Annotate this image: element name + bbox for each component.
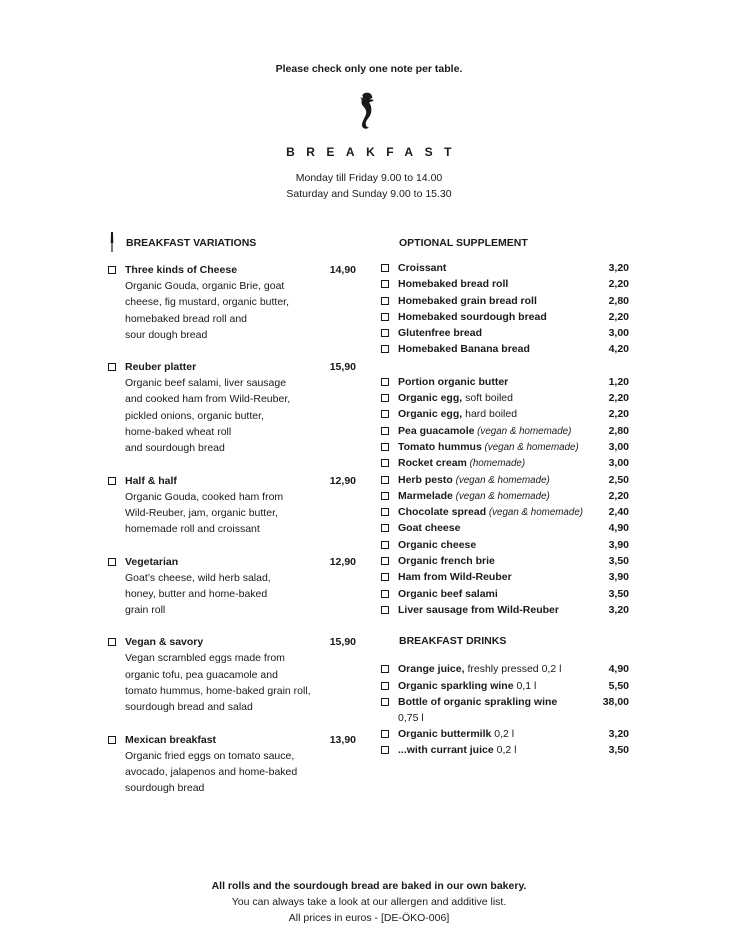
- supplement-price: 2,20: [608, 489, 629, 502]
- checkbox[interactable]: [381, 280, 389, 288]
- supplement-name: Tomato hummus: [398, 440, 482, 453]
- variation-description: [108, 278, 348, 343]
- bottle-volume: 0,75 l: [398, 712, 424, 725]
- variation-description: [108, 650, 348, 715]
- top-note: Please check only one note per table.: [275, 63, 463, 75]
- supplement-price: 2,20: [608, 392, 629, 405]
- supplement-name: Homebaked Banana bread: [398, 343, 530, 356]
- checkbox[interactable]: [381, 730, 389, 738]
- desc-line: pickled onions, organic butter,: [125, 409, 264, 422]
- variation-name: Half & half: [125, 474, 177, 487]
- supplement-item[interactable]: [381, 341, 631, 357]
- checkbox[interactable]: [381, 665, 389, 673]
- checkbox[interactable]: [381, 443, 389, 451]
- checkbox[interactable]: [381, 492, 389, 500]
- footer-allergen-note: You can always take a look at our allergen and additive list.: [231, 896, 507, 908]
- supplement-item[interactable]: [381, 504, 631, 520]
- supplement-price: 2,50: [608, 473, 629, 486]
- supplement-item[interactable]: [381, 569, 631, 585]
- supplement-price: 3,90: [608, 571, 629, 584]
- supplement-price: 3,20: [608, 603, 629, 616]
- desc-line: tomato hummus, home-baked grain roll,: [125, 685, 311, 698]
- variation-name: Mexican breakfast: [125, 733, 217, 746]
- supplement-price: 2,20: [608, 310, 629, 323]
- variation-price: 13,90: [329, 733, 356, 746]
- drink-detail: 0,2 l: [491, 728, 515, 741]
- drink-price: 38,00: [602, 695, 629, 708]
- checkbox[interactable]: [381, 345, 389, 353]
- supplement-item[interactable]: [381, 602, 631, 618]
- footer-prices-note: All prices in euros - [DE-ÖKO-006]: [288, 912, 450, 924]
- desc-line: Wild-Reuber, jam, organic butter,: [125, 506, 278, 519]
- drink-item[interactable]: [381, 678, 631, 694]
- supplement-price: 2,20: [608, 408, 629, 421]
- variation-description: [108, 570, 348, 619]
- menu-title: BREAKFAST: [286, 145, 463, 159]
- supplement-heading: OPTIONAL SUPPLEMENT: [399, 237, 528, 249]
- variation-description: [108, 748, 348, 797]
- opening-hours: [0, 170, 738, 202]
- desc-line: sourdough bread and salad: [125, 701, 253, 714]
- checkbox[interactable]: [108, 363, 116, 371]
- drink-price: 3,20: [608, 728, 629, 741]
- supplement-price: 3,00: [608, 440, 629, 453]
- supplement-name: Liver sausage from Wild-Reuber: [398, 603, 559, 616]
- supplement-item[interactable]: [381, 472, 631, 488]
- variation-price: 12,90: [329, 555, 356, 568]
- supplement-name: Organic cheese: [398, 538, 477, 551]
- checkbox[interactable]: [108, 477, 116, 485]
- drink-item[interactable]: [381, 661, 631, 677]
- drink-detail: 0,1 l: [513, 679, 537, 692]
- supplement-item[interactable]: [381, 423, 631, 439]
- desc-line: Goat’s cheese, wild herb salad,: [125, 571, 271, 584]
- desc-line: grain roll: [125, 604, 166, 617]
- desc-line: sourdough bread: [125, 782, 205, 795]
- variation-name: Vegetarian: [125, 555, 179, 568]
- variation-description: [108, 489, 348, 538]
- checkbox[interactable]: [381, 476, 389, 484]
- supplement-name: Herb pesto: [398, 473, 453, 486]
- variation-item[interactable]: [108, 634, 358, 715]
- checkbox[interactable]: [381, 313, 389, 321]
- drink-item[interactable]: [381, 742, 631, 758]
- drink-name: ...with currant juice: [398, 744, 494, 757]
- supplement-price: 3,90: [608, 538, 629, 551]
- supplement-price: 2,80: [608, 424, 629, 437]
- desc-line: and cooked ham from Wild-Reuber,: [125, 393, 291, 406]
- variation-name: Vegan & savory: [125, 636, 204, 649]
- checkbox[interactable]: [381, 410, 389, 418]
- hours-weekday: Monday till Friday 9.00 to 14.00: [295, 172, 443, 184]
- checkbox[interactable]: [381, 508, 389, 516]
- variations-heading: [108, 232, 358, 254]
- checkbox[interactable]: [108, 736, 116, 744]
- desc-line: homebaked bread roll and: [125, 312, 248, 325]
- supplement-price: 3,50: [608, 587, 629, 600]
- drink-name: Organic buttermilk: [398, 728, 492, 741]
- supplement-price: 4,20: [608, 343, 629, 356]
- variation-price: 15,90: [329, 636, 356, 649]
- supplement-name: Marmelade: [398, 489, 453, 502]
- desc-line: Organic Gouda, organic Brie, goat: [125, 280, 285, 292]
- supplement-item[interactable]: [381, 293, 631, 309]
- supplement-price: 4,90: [608, 522, 629, 535]
- checkbox[interactable]: [108, 266, 116, 274]
- checkbox[interactable]: [381, 264, 389, 272]
- supplement-price: 2,80: [608, 294, 629, 307]
- supplement-name: Portion organic butter: [398, 375, 509, 388]
- desc-line: Vegan scrambled eggs made from: [125, 652, 285, 665]
- checkbox[interactable]: [381, 541, 389, 549]
- desc-line: sour dough bread: [125, 328, 208, 341]
- drink-name: Bottle of organic sprakling wine: [398, 695, 558, 708]
- supplement-price: 1,20: [608, 375, 629, 388]
- checkbox[interactable]: [381, 746, 389, 754]
- checkbox[interactable]: [381, 682, 389, 690]
- supplement-item[interactable]: [381, 309, 631, 325]
- checkbox[interactable]: [381, 698, 389, 706]
- desc-line: cheese, fig mustard, organic butter,: [125, 296, 290, 309]
- supplement-note: (homemade): [466, 458, 526, 470]
- variation-item[interactable]: [108, 359, 358, 456]
- drink-detail: 0,2 l: [493, 744, 517, 757]
- supplement-price: 3,00: [608, 457, 629, 470]
- variations-heading-label: BREAKFAST VARIATIONS: [126, 237, 257, 249]
- supplement-note: (vegan & homemade): [452, 490, 550, 502]
- drink-price: 3,50: [608, 744, 629, 757]
- drink-name: Orange juice,: [398, 663, 465, 676]
- seahorse-logo-icon: [356, 91, 378, 131]
- knife-icon: [109, 232, 115, 252]
- footer: [0, 878, 738, 926]
- desc-line: home-baked wheat roll: [125, 426, 232, 439]
- hours-weekend: Saturday and Sunday 9.00 to 15.30: [286, 188, 452, 200]
- supplement-name: Goat cheese: [398, 522, 461, 535]
- supplement-item[interactable]: [381, 520, 631, 536]
- drink-price: 5,50: [608, 679, 629, 692]
- supplement-name: Organic egg,: [398, 408, 463, 421]
- checkbox[interactable]: [108, 638, 116, 646]
- desc-line: and sourdough bread: [125, 442, 225, 455]
- supplement-item[interactable]: [381, 439, 631, 455]
- variation-description: [108, 375, 348, 456]
- supplement-name: Homebaked bread roll: [398, 278, 509, 291]
- checkbox[interactable]: [381, 590, 389, 598]
- supplement-item[interactable]: [381, 406, 631, 422]
- drink-item[interactable]: [381, 694, 631, 710]
- supplement-item[interactable]: [381, 260, 631, 276]
- checkbox[interactable]: [381, 606, 389, 614]
- drink-name: Organic sparkling wine: [398, 679, 514, 692]
- supplement-note: (vegan & homemade): [481, 441, 579, 453]
- checkbox[interactable]: [381, 427, 389, 435]
- supplement-name: Organic french brie: [398, 555, 495, 568]
- supplement-detail: hard boiled: [462, 408, 518, 421]
- supplement-item[interactable]: [381, 374, 631, 390]
- supplement-item[interactable]: [381, 586, 631, 602]
- supplement-name: Homebaked sourdough bread: [398, 310, 547, 323]
- supplement-price: 3,50: [608, 555, 629, 568]
- desc-line: Organic fried eggs on tomato sauce,: [125, 749, 295, 762]
- desc-line: organic tofu, pea guacamole and: [125, 668, 278, 681]
- supplement-name: Chocolate spread: [398, 506, 487, 519]
- variation-item[interactable]: [108, 732, 358, 797]
- desc-line: homemade roll and croissant: [125, 523, 260, 536]
- supplement-item[interactable]: [381, 455, 631, 471]
- drink-price: 4,90: [608, 663, 629, 676]
- supplement-item[interactable]: [381, 325, 631, 341]
- checkbox[interactable]: [381, 557, 389, 565]
- checkbox[interactable]: [381, 378, 389, 386]
- drink-item[interactable]: [381, 726, 631, 742]
- supplement-name: Homebaked grain bread roll: [398, 294, 537, 307]
- checkbox[interactable]: [381, 524, 389, 532]
- supplement-item[interactable]: [381, 390, 631, 406]
- supplement-section: [381, 232, 631, 759]
- supplement-note: (vegan & homemade): [486, 507, 584, 519]
- supplement-detail: soft boiled: [462, 392, 513, 405]
- desc-line: Organic Gouda, cooked ham from: [125, 490, 284, 503]
- footer-bakery-note: All rolls and the sourdough bread are baked in our own bakery.: [211, 880, 527, 892]
- drink-detail: freshly pressed 0,2 l: [464, 663, 562, 676]
- supplement-note: (vegan & homemade): [474, 425, 572, 437]
- breakfast-variations-section: [108, 232, 358, 813]
- supplement-item[interactable]: [381, 537, 631, 553]
- variation-item[interactable]: [108, 262, 358, 343]
- supplement-name: Croissant: [398, 262, 447, 274]
- checkbox[interactable]: [381, 394, 389, 402]
- supplement-price: 3,00: [608, 327, 629, 340]
- desc-line: avocado, jalapenos and home-baked: [125, 765, 298, 778]
- supplement-name: Pea guacamole: [398, 424, 475, 437]
- supplement-name: Organic beef salami: [398, 587, 498, 600]
- variation-price: 14,90: [329, 264, 356, 276]
- supplement-price: 2,20: [608, 278, 629, 291]
- checkbox[interactable]: [381, 459, 389, 467]
- supplement-price: 3,20: [608, 262, 629, 274]
- drinks-heading: BREAKFAST DRINKS: [399, 635, 507, 648]
- supplement-price: 2,40: [608, 506, 629, 519]
- supplement-name: Ham from Wild-Reuber: [398, 571, 512, 584]
- supplement-name: Rocket cream: [398, 457, 467, 470]
- variation-name: Reuber platter: [125, 361, 197, 374]
- variation-price: 12,90: [329, 474, 356, 487]
- variation-item[interactable]: [108, 554, 358, 619]
- checkbox[interactable]: [108, 558, 116, 566]
- variation-item[interactable]: [108, 473, 358, 538]
- checkbox[interactable]: [381, 573, 389, 581]
- checkbox[interactable]: [381, 297, 389, 305]
- supplement-note: (vegan & homemade): [452, 474, 550, 486]
- variation-price: 15,90: [329, 361, 356, 374]
- supplement-item[interactable]: [381, 553, 631, 569]
- supplement-item[interactable]: [381, 488, 631, 504]
- supplement-name: Glutenfree bread: [398, 327, 483, 340]
- supplement-name: Organic egg,: [398, 392, 463, 405]
- desc-line: Organic beef salami, liver sausage: [125, 377, 287, 390]
- desc-line: honey, butter and home-baked: [125, 587, 268, 600]
- checkbox[interactable]: [381, 329, 389, 337]
- supplement-item[interactable]: [381, 276, 631, 292]
- variation-name: Three kinds of Cheese: [125, 264, 238, 276]
